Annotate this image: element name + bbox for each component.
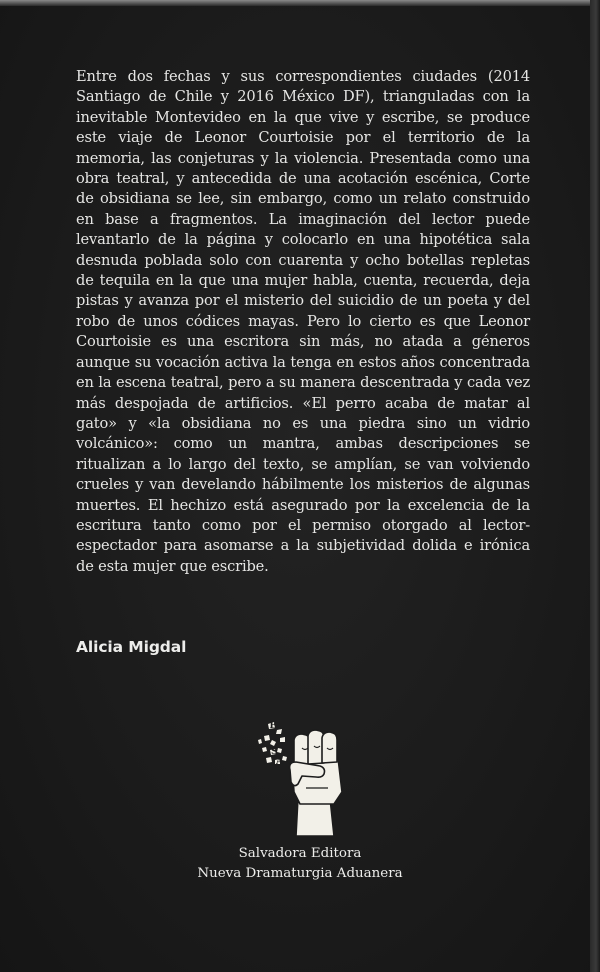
logo-letter-a: A: [276, 757, 283, 767]
publisher-logo: [250, 718, 360, 838]
logo-letter-s: S: [271, 747, 278, 757]
publisher-block: [150, 844, 450, 884]
logo-letter-e: E: [269, 721, 277, 731]
blurb-text: Entre dos fechas y sus correspondientes ciudades (2014 Santiago de Chile y 2016 México DF), trianguladas con la inevitable Montevideo en la que vive y escribe, se produce este viaje de Leonor Courtoisie por el territorio de la memoria, las conjeturas y la violencia. Presentada como una obra teatral, y antecedida de una acotación escénica, Corte de obsidiana se lee, sin embargo, como un relato construido en base a fragmentos. La imaginación del lector puede levantarlo de la página y colocarlo en una hipotética sala desnuda poblada solo con cuarenta y ocho botellas repletas de tequila en la que una mujer habla, cuenta, recuerda, deja pistas y avanza por el misterio del suicidio de un poeta y del robo de unos códices mayas. Pero lo cierto es que Leonor Courtoisie es una escritora sin más, no atada a géneros aunque su vocación activa la tenga en estos años concentrada en la escena teatral, pero a su manera descentrada y cada vez más despojada de artificios. «El perro acaba de matar al gato» y «la obsidiana no es una piedra sino un vidrio volcánico»: como un mantra, ambas descripciones se ritualizan a lo largo del texto, se amplían, se van volviendo crueles y van develando hábilmente los misterios de algunas muertes. El hechizo está asegurado por la excelencia de la escritura tanto como por el permiso otorgado al lector-espectador para asomarse a la subjetividad dolida e irónica de esta mujer que escribe.: [76, 68, 530, 575]
publisher-collection: Nueva Dramaturgia Aduanera: [197, 866, 403, 881]
publisher-name: Salvadora Editora: [238, 846, 362, 861]
author-name: Alicia Migdal: [76, 638, 187, 656]
cover-top-edge: [0, 0, 600, 6]
raised-fist-icon: [250, 718, 360, 838]
cover-right-edge: [590, 0, 600, 972]
